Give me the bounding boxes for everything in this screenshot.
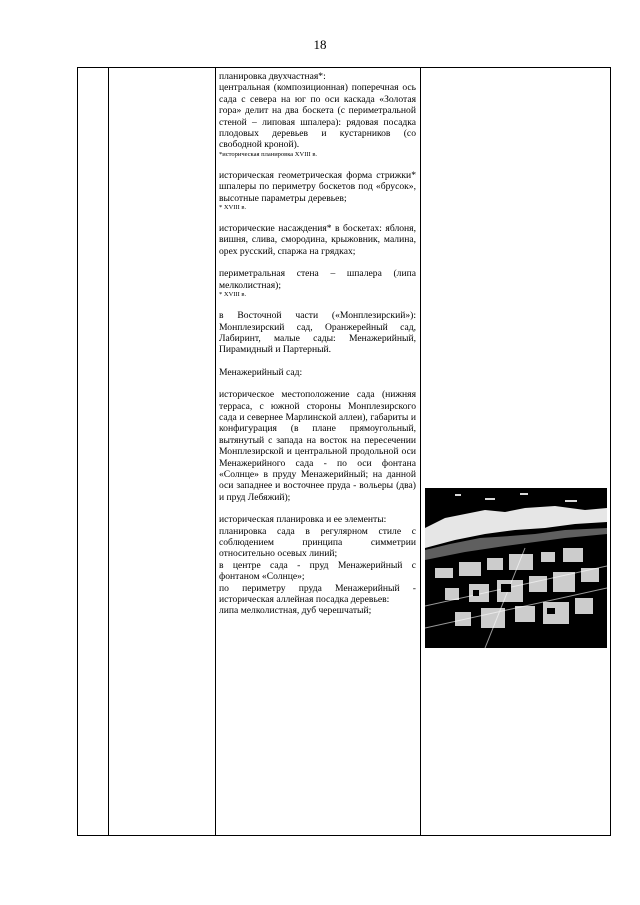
text-line: историческая геометрическая форма стрижки* шпалеры по периметру боскетов под «брусок», высотные параметры деревьев; xyxy=(219,169,416,204)
text-line: центральная (композиционная) поперечная ось сада с севера на юг по оси каскада «Золотая гора» делит на два боскета (с периметральной стеной – липовая шпалера): рядовая посадка плодовых деревьев и кустарников (со свободной кроной). xyxy=(219,82,416,151)
description-cell xyxy=(219,71,416,628)
plantings-paragraph xyxy=(219,223,416,257)
document-table xyxy=(77,67,611,836)
text-line: липа мелколистная, дуб черешчатый; xyxy=(219,605,372,617)
footnote: * XVIII в. xyxy=(219,204,247,212)
page-number: 18 xyxy=(313,37,327,52)
aerial-photo xyxy=(425,488,607,648)
text-line: периметральная стена – шпалера (липа мелколистная); xyxy=(219,268,416,291)
text-line: в центре сада - пруд Менажерийный с фонтаном «Солнце»; xyxy=(219,559,416,583)
wall-paragraph xyxy=(219,268,416,299)
east-part-paragraph xyxy=(219,310,416,356)
text-line: планировка двухчастная*: xyxy=(219,71,326,82)
column-divider xyxy=(420,68,421,835)
text-line: планировка сада в регулярном стиле с соблюдением принципа симметрии относительно осевых линий; xyxy=(219,525,416,560)
text-line: по периметру пруда Менажерийный - историческая аллейная посадка деревьев: xyxy=(219,582,416,606)
text-line: исторические насаждения* в боскетах: яблоня, вишня, слива, смородина, крыжовник, малина, орех русский, спаржа на грядках; xyxy=(219,223,416,257)
text-line: Менажерийный сад: xyxy=(219,366,303,378)
column-divider xyxy=(215,68,216,835)
text-line: историческое местоположение сада (нижняя терраса, с южной стороны Монплезирского сада и севернее Марлинской аллеи), габариты и конфигурация (в плане прямоугольный, вытянутый с запада на восток на пересечении Монплезирской и центральной продольной оси Менажерийного сада - по оси фонтана «Солнце» в пруду Менажерийный; на данной оси западнее и восточнее пруда - вольеры (два) и пруд Лебяжий); xyxy=(219,389,416,503)
footnote: * XVIII в. xyxy=(219,291,247,299)
location-paragraph xyxy=(219,389,416,503)
shape-paragraph xyxy=(219,170,416,212)
column-divider xyxy=(108,68,109,835)
planning-paragraph xyxy=(219,71,416,159)
text-line: историческая планировка и ее элементы: xyxy=(219,514,387,526)
menagerie-heading xyxy=(219,367,416,378)
layout-paragraph xyxy=(219,514,416,617)
footnote: *историческая планировка XVIII в. xyxy=(219,150,318,158)
text-line: в Восточной части («Монплезирский»): Монплезирский сад, Оранжерейный сад, Лабиринт, малые сады: Менажерийный, Пирамидный и Партерный. xyxy=(219,310,416,356)
